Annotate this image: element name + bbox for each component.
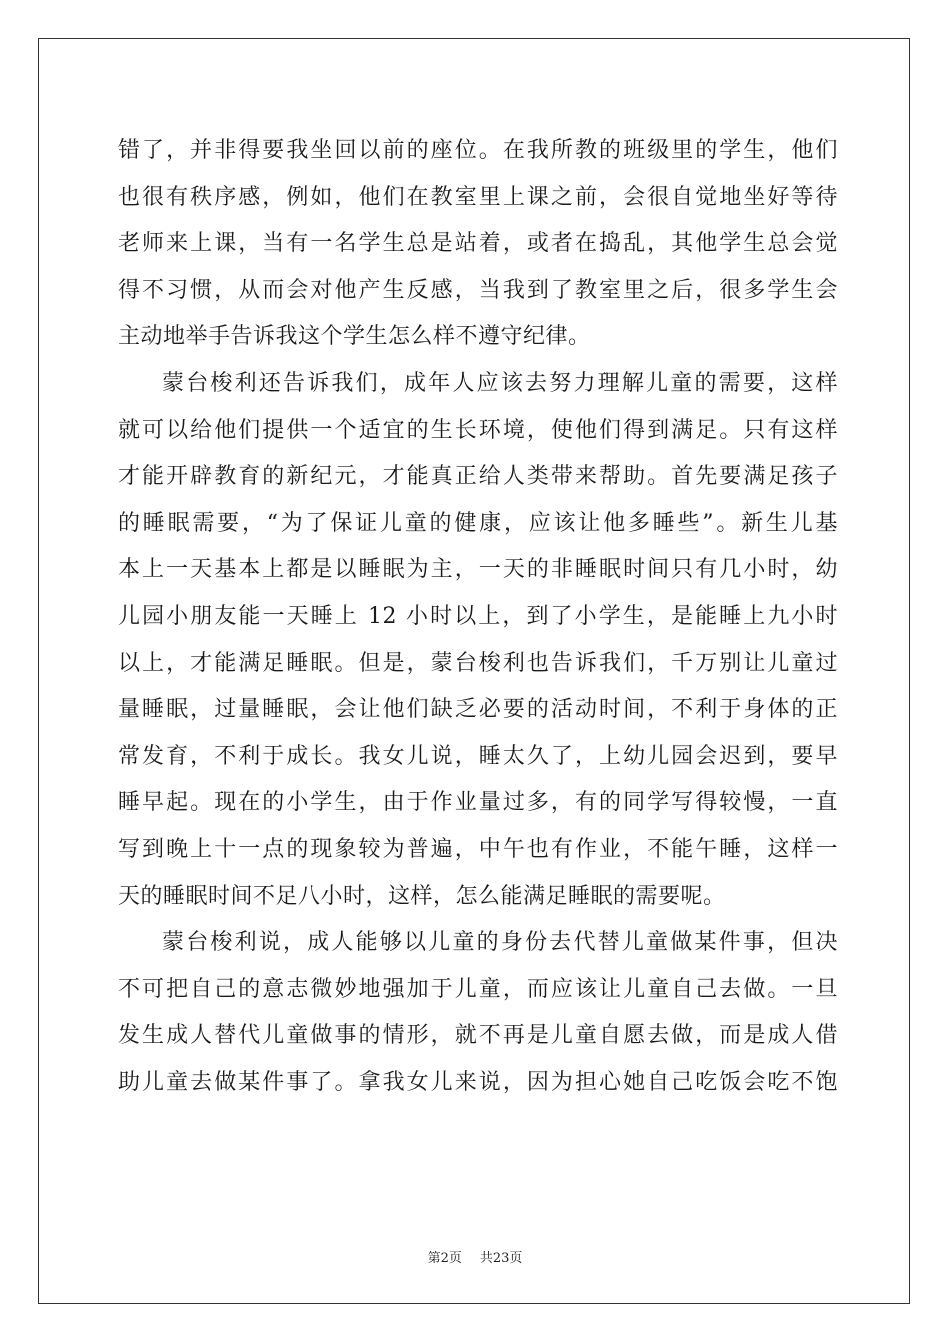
text-line: 不可把自己的意志微妙地强加于儿童，而应该让儿童自己去做。一旦 xyxy=(118,976,838,1002)
paragraph-1 xyxy=(118,128,838,361)
total-pages: 共23页 xyxy=(479,1251,523,1266)
text-line: 发生成人替代儿童做事的情形，就不再是儿童自愿去做，而是成人借 xyxy=(118,1023,838,1049)
text-line: 儿园小朋友能一天睡上 12 小时以上，到了小学生，是能睡上九小时 xyxy=(118,603,838,629)
text-line: 本上一天基本上都是以睡眠为主，一天的非睡眠时间只有几小时，幼 xyxy=(118,557,838,583)
text-line: 以上，才能满足睡眠。但是，蒙台梭利也告诉我们，千万别让儿童过 xyxy=(118,650,838,676)
text-line: 主动地举手告诉我这个学生怎么样不遵守纪律。 xyxy=(118,324,591,350)
text-line: 的睡眠需要，“为了保证儿童的健康，应该让他多睡些”。新生儿基 xyxy=(118,510,838,536)
text-line: 才能开辟教育的新纪元，才能真正给人类带来帮助。首先要满足孩子 xyxy=(118,464,838,490)
text-line: 天的睡眠时间不足八小时，这样，怎么能满足睡眠的需要呢。 xyxy=(118,883,726,909)
text-line: 助儿童去做某件事了。拿我女儿来说，因为担心她自己吃饭会吃不饱 xyxy=(118,1069,838,1095)
text-line: 睡早起。现在的小学生，由于作业量过多，有的同学写得较慢，一直 xyxy=(118,790,838,816)
text-line: 得不习惯，从而会对他产生反感，当我到了教室里之后，很多学生会 xyxy=(118,277,838,303)
page-footer xyxy=(0,1247,950,1266)
document-body xyxy=(118,128,838,1106)
text-line: 老师来上课，当有一名学生总是站着，或者在捣乱，其他学生总会觉 xyxy=(118,231,838,257)
text-line: 量睡眠，过量睡眠，会让他们缺乏必要的活动时间，不利于身体的正 xyxy=(118,697,838,723)
paragraph-2 xyxy=(118,361,838,920)
text-line: 蒙台梭利说，成人能够以儿童的身份去代替儿童做某件事，但决 xyxy=(162,930,838,956)
text-line: 常发育，不利于成长。我女儿说，睡太久了，上幼儿园会迟到，要早 xyxy=(118,743,838,769)
text-line: 写到晚上十一点的现象较为普遍，中午也有作业，不能午睡，这样一 xyxy=(118,836,838,862)
text-line: 蒙台梭利还告诉我们，成年人应该去努力理解儿童的需要，这样 xyxy=(162,370,838,396)
text-line: 就可以给他们提供一个适宜的生长环境，使他们得到满足。只有这样 xyxy=(118,417,838,443)
page-number: 第2页 xyxy=(427,1251,462,1266)
paragraph-3 xyxy=(118,920,838,1106)
text-line: 也很有秩序感，例如，他们在教室里上课之前，会很自觉地坐好等待 xyxy=(118,184,838,210)
text-line: 错了，并非得要我坐回以前的座位。在我所教的班级里的学生，他们 xyxy=(118,138,838,163)
